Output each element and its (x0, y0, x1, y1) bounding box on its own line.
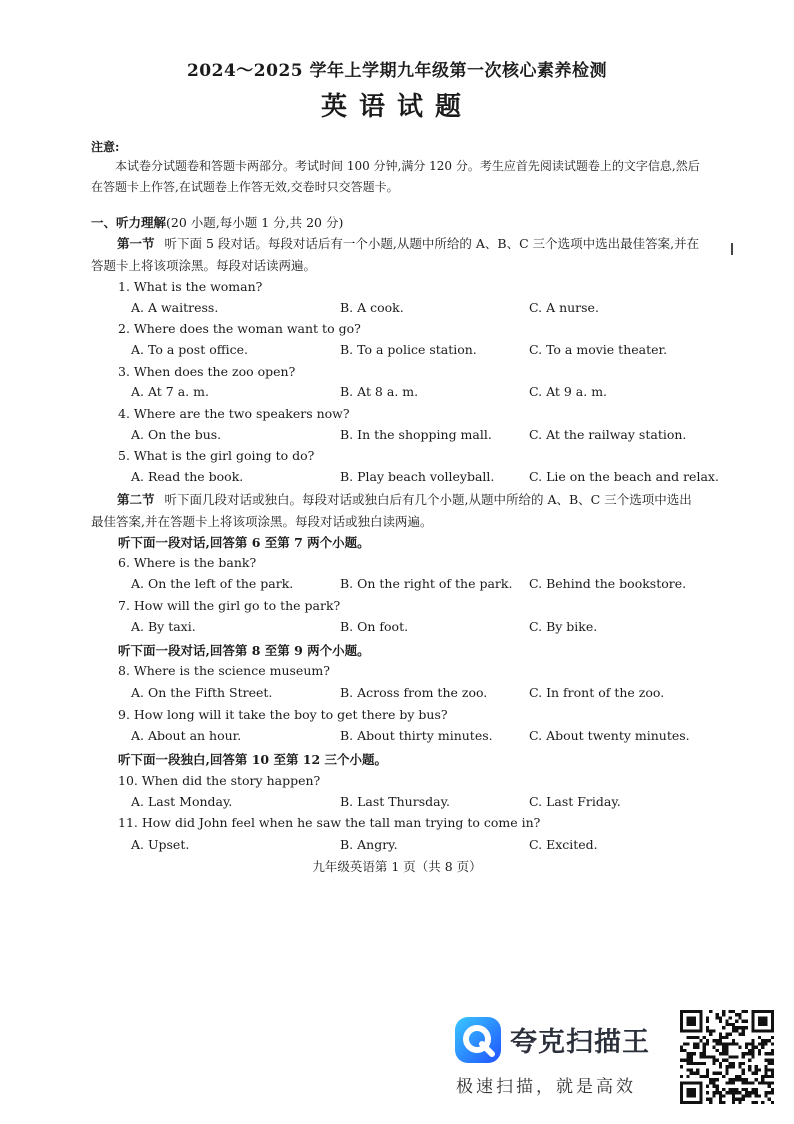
instruction-q6-q7: 听下面一段对话,回答第 6 至第 7 两个小题。 (118, 535, 370, 550)
question-8: 8. Where is the science museum? (118, 663, 330, 678)
question-1: 1. What is the woman? (118, 279, 263, 294)
option-b: B. Across from the zoo. (340, 685, 488, 700)
option-a: A. To a post office. (131, 342, 248, 357)
option-c: C. In front of the zoo. (529, 685, 665, 700)
option-c: C. Lie on the beach and relax. (529, 469, 719, 484)
part1-intro (91, 233, 703, 277)
instruction-q8-q9: 听下面一段对话,回答第 8 至第 9 两个小题。 (118, 643, 370, 658)
options-9 (131, 728, 731, 748)
instruction-q10-q12: 听下面一段独白,回答第 10 至第 12 三个小题。 (118, 752, 388, 767)
notice-heading: 注意: (91, 140, 120, 154)
section-heading-title: 一、听力理解 (91, 215, 167, 230)
question-7: 7. How will the girl go to the park? (118, 598, 341, 613)
options-8 (131, 685, 731, 705)
question-6: 6. Where is the bank? (118, 555, 257, 570)
option-a: A. Last Monday. (131, 794, 233, 809)
page-footer: 九年级英语第 1 页（共 8 页） (312, 859, 482, 874)
margin-mark (731, 243, 733, 255)
option-a: A. A waitress. (131, 300, 219, 315)
options-2 (131, 342, 731, 362)
option-c: C. By bike. (529, 619, 598, 634)
question-10: 10. When did the story happen? (118, 773, 321, 788)
options-11 (131, 837, 731, 857)
question-2: 2. Where does the woman want to go? (118, 321, 361, 336)
option-b: B. To a police station. (340, 342, 477, 357)
notice-body: 本试卷分试题卷和答题卡两部分。考试时间 100 分钟,满分 120 分。考生应首先阅读试题卷上的文字信息,然后在答题卡上作答,在试题卷上作答无效,交卷时只交答题卡。 (91, 159, 700, 194)
question-5: 5. What is the girl going to do? (118, 448, 315, 463)
options-10 (131, 794, 731, 814)
option-b: B. Angry. (340, 837, 398, 852)
qr-code-icon (680, 1010, 774, 1108)
option-b: B. Last Thursday. (340, 794, 450, 809)
option-b: B. Play beach volleyball. (340, 469, 495, 484)
option-a: A. On the left of the park. (131, 576, 294, 591)
option-b: B. On foot. (340, 619, 409, 634)
options-3 (131, 384, 731, 404)
option-c: C. Last Friday. (529, 794, 621, 809)
option-b: B. About thirty minutes. (340, 728, 493, 743)
options-4 (131, 427, 731, 447)
option-c: C. A nurse. (529, 300, 599, 315)
scanner-watermark (452, 1008, 782, 1108)
option-a: A. By taxi. (131, 619, 196, 634)
option-b: B. In the shopping mall. (340, 427, 492, 442)
options-5 (131, 469, 731, 489)
part2-intro (91, 489, 703, 533)
watermark-slogan: 极速扫描，就是高效 (456, 1077, 636, 1097)
watermark-brand: 夸克扫描王 (510, 1027, 650, 1058)
option-c: C. At 9 a. m. (529, 384, 608, 399)
part2-label: 第二节 (117, 492, 155, 507)
options-6 (131, 576, 731, 596)
part1-text: 听下面 5 段对话。每段对话后有一个小题,从题中所给的 A、B、C 三个选项中选出最佳答案,并在答题卡上将该项涂黑。每段对话读两遍。 (91, 236, 700, 273)
quark-logo-icon (454, 1016, 502, 1068)
option-c: C. At the railway station. (529, 427, 687, 442)
subject-title: 英语试题 (320, 92, 473, 122)
option-c: C. To a movie theater. (529, 342, 668, 357)
option-a: A. At 7 a. m. (131, 384, 209, 399)
part2-text: 听下面几段对话或独白。每段对话或独白后有几个小题,从题中所给的 A、B、C 三个选项中选出最佳答案,并在答题卡上将该项涂黑。每段对话或独白读两遍。 (91, 492, 692, 529)
options-7 (131, 619, 731, 639)
section-heading-detail: (20 小题,每小题 1 分,共 20 分) (166, 215, 344, 230)
option-b: B. On the right of the park. (340, 576, 513, 591)
question-4: 4. Where are the two speakers now? (118, 406, 350, 421)
option-b: B. At 8 a. m. (340, 384, 419, 399)
option-c: C. Behind the bookstore. (529, 576, 687, 591)
option-b: B. A cook. (340, 300, 404, 315)
question-9: 9. How long will it take the boy to get there by bus? (118, 707, 448, 722)
exam-title: 2024～2025 学年上学期九年级第一次核心素养检测 (186, 61, 608, 81)
section-heading (91, 213, 343, 231)
option-a: A. Upset. (131, 837, 190, 852)
question-11: 11. How did John feel when he saw the tall man trying to come in? (118, 815, 541, 830)
option-a: A. Read the book. (131, 469, 244, 484)
option-a: A. About an hour. (131, 728, 242, 743)
option-a: A. On the Fifth Street. (131, 685, 273, 700)
part1-label: 第一节 (117, 236, 155, 251)
option-a: A. On the bus. (131, 427, 222, 442)
option-c: C. Excited. (529, 837, 598, 852)
options-1 (131, 300, 731, 320)
option-c: C. About twenty minutes. (529, 728, 690, 743)
question-3: 3. When does the zoo open? (118, 364, 296, 379)
